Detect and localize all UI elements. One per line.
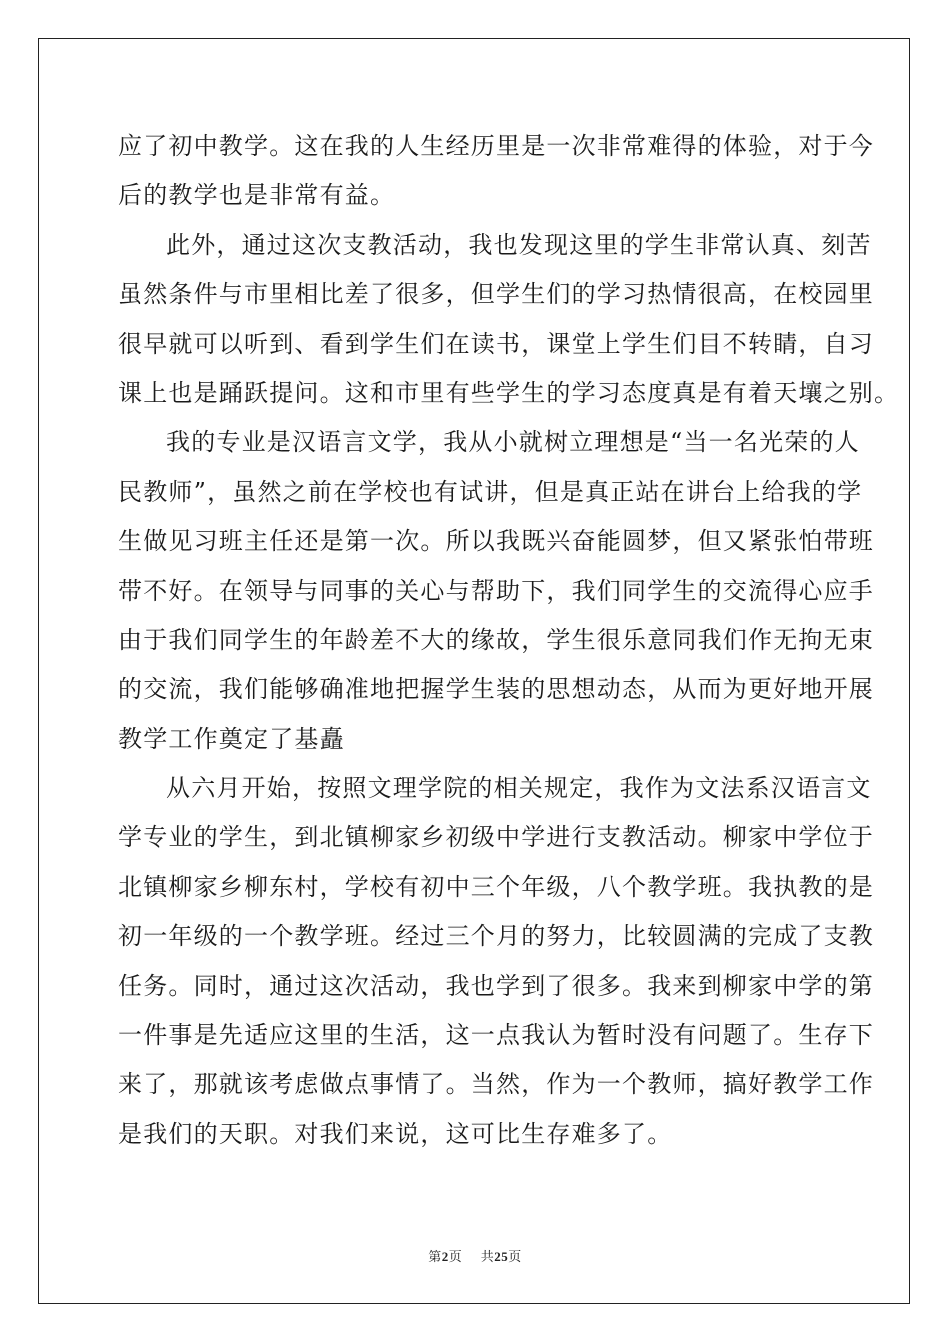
document-body (118, 122, 900, 1159)
paragraph (118, 122, 874, 221)
total-pages: 25 (494, 1249, 509, 1264)
paragraph (118, 221, 900, 419)
text-line: 我的专业是汉语言文学，我从小就树立理想是“当一名光荣的人 (166, 428, 860, 457)
text-line: 来了，那就该考虑做点事情了。当然，作为一个教师，搞好教学工作 (118, 1070, 874, 1099)
page-suffix: 页 (448, 1250, 463, 1265)
text-line: 从六月开始，按照文理学院的相关规定，我作为文法系汉语言文 (166, 774, 872, 803)
text-line: 教学工作奠定了基矗 (118, 724, 345, 753)
text-line: 一件事是先适应这里的生活，这一点我认为暂时没有问题了。生存下 (118, 1021, 874, 1050)
total-prefix: 共 (480, 1250, 495, 1265)
text-line: 虽然条件与市里相比差了很多，但学生们的学习热情很高，在校园里 (118, 280, 874, 309)
text-line: 北镇柳家乡柳东村，学校有初中三个年级，八个教学班。我执教的是 (118, 872, 874, 901)
text-line: 应了初中教学。这在我的人生经历里是一次非常难得的体验，对于今 (118, 132, 874, 160)
text-line: 是我们的天职。对我们来说，这可比生存难多了。 (118, 1119, 673, 1148)
text-line: 带不好。在领导与同事的关心与帮助下，我们同学生的交流得心应手 (118, 576, 874, 605)
text-line: 初一年级的一个教学班。经过三个月的努力，比较圆满的完成了支教 (118, 922, 874, 951)
text-line: 任务。同时，通过这次活动，我也学到了很多。我来到柳家中学的第 (118, 971, 874, 1000)
text-line: 此外，通过这次支教活动，我也发现这里的学生非常认真、刻苦 (166, 230, 872, 259)
paragraph (118, 764, 874, 1159)
text-line: 由于我们同学生的年龄差不大的缘故，学生很乐意同我们作无拘无束 (118, 625, 874, 654)
text-line: 课上也是踊跃提问。这和市里有些学生的学习态度真是有着天壤之别。 (118, 378, 900, 407)
text-line: 后的教学也是非常有益。 (118, 181, 396, 210)
page-number: 2 (441, 1249, 449, 1264)
text-line: 的交流，我们能够确准地把握学生装的思想动态，从而为更好地开展 (118, 675, 874, 704)
paragraph (118, 418, 874, 764)
text-line: 民教师”，虽然之前在学校也有试讲，但是真正站在讲台上给我的学 (118, 477, 863, 506)
text-line: 很早就可以听到、看到学生们在读书，课堂上学生们目不转睛，自习 (118, 329, 874, 358)
total-suffix: 页 (508, 1250, 522, 1265)
page-prefix: 第 (428, 1250, 442, 1265)
text-line: 学专业的学生，到北镇柳家乡初级中学进行支教活动。柳家中学位于 (118, 823, 874, 852)
page-footer (0, 1246, 950, 1265)
text-line: 生做见习班主任还是第一次。所以我既兴奋能圆梦，但又紧张怕带班 (118, 527, 874, 556)
